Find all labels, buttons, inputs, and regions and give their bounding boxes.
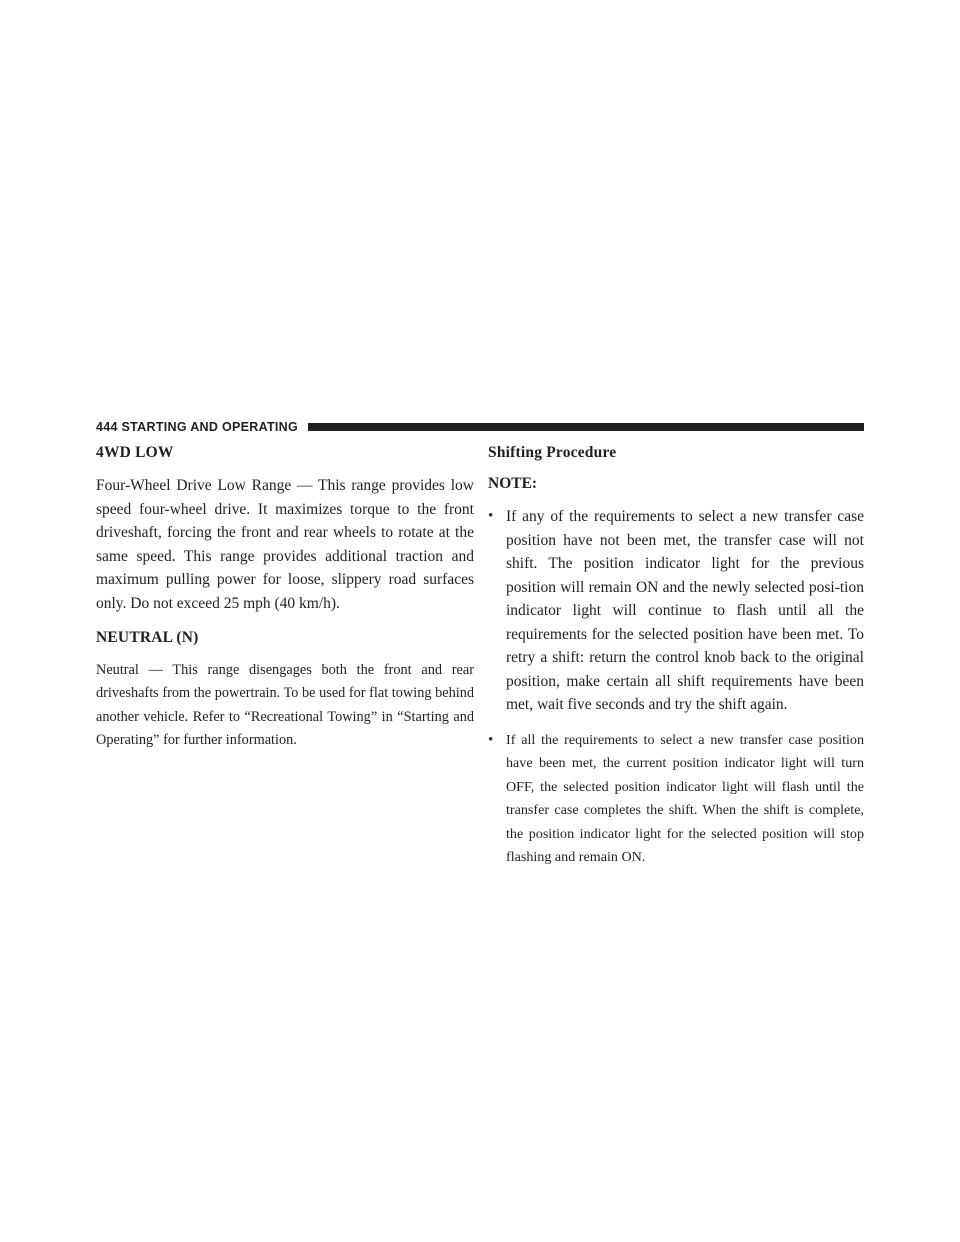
paragraph-neutral: Neutral — This range disengages both the front and rear driveshafts from the powertrain. To be used for flat towing behind another vehicle. Refer to “Recreational Towing” in “Starting and Operating” for further information. [96, 661, 474, 749]
paragraph-4wd-low: Four-Wheel Drive Low Range — This range provides low speed four-wheel drive. It maximizes torque to the front driveshaft, forcing the front and rear wheels to rotate at the same speed. This range provides additional traction and maximum pulling power for loose, slippery road surfaces only. Do not exceed 25 mph (40 km/h). [96, 477, 474, 612]
right-column [488, 443, 864, 882]
section-heading-4wd-low: 4WD LOW [96, 444, 174, 461]
page-header [96, 420, 864, 434]
note-label: NOTE: [488, 475, 538, 492]
list-item [488, 729, 864, 870]
page-number-section-label: 444 STARTING AND OPERATING [96, 420, 299, 434]
note-bullet-list [488, 505, 864, 870]
bullet-text: If all the requirements to select a new transfer case position have been met, the current position indicator light will turn OFF, the selected position indicator light will flash until the transfer case completes the shift. When the shift is complete, the position indicator light for the selected position will stop flashing and remain ON. [506, 731, 864, 865]
bullet-icon: • [488, 731, 494, 748]
bullet-text: If any of the requirements to select a new transfer case position have not been met, the transfer case will not shift. The position indicator light for the previous position will remain ON and the newly selected posi-tion indicator light will continue to flash until all the requirements for the selected position have been met. To retry a shift: return the control knob back to the original position, make certain all shift requirements have been met, wait five seconds and try the shift again. [506, 508, 864, 713]
header-rule-bar [308, 423, 864, 431]
list-item [488, 505, 864, 717]
bullet-icon: • [488, 508, 494, 524]
left-column [96, 443, 474, 765]
section-heading-shifting-procedure: Shifting Procedure [488, 444, 617, 461]
section-heading-neutral: NEUTRAL (N) [96, 628, 199, 646]
